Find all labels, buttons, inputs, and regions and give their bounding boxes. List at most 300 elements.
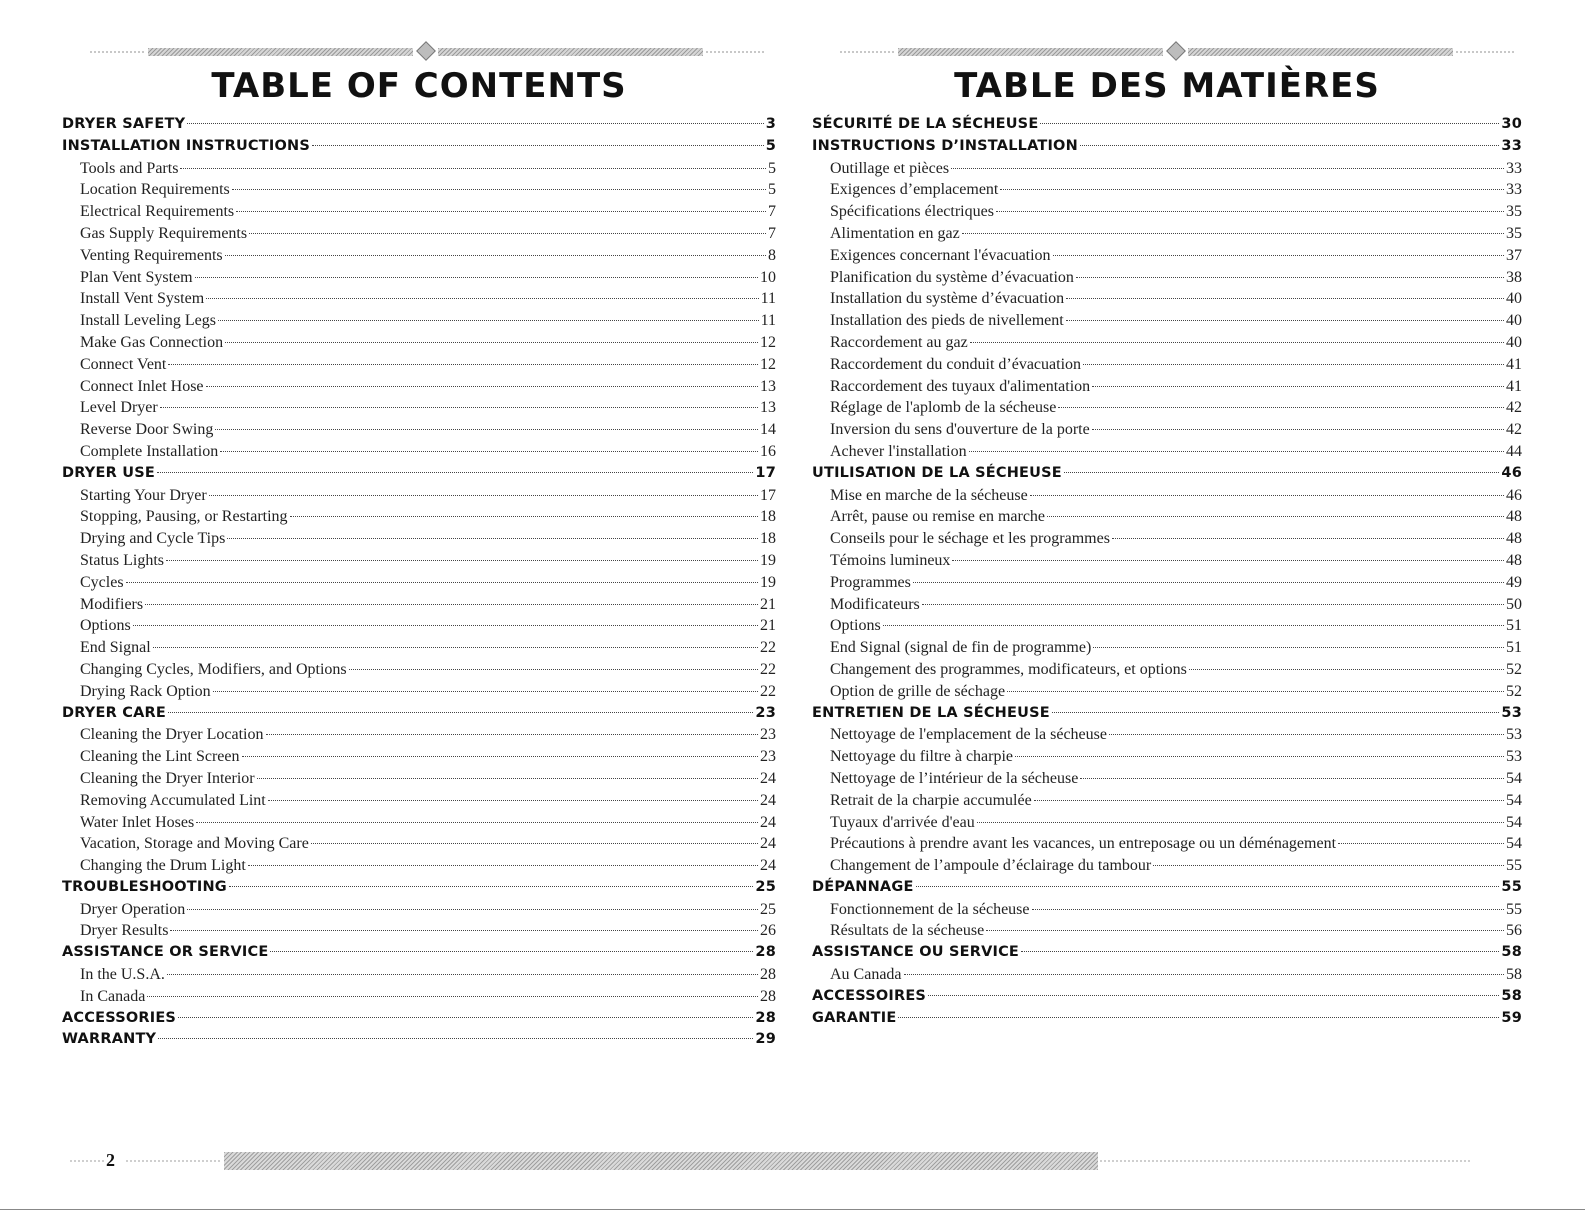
toc-subsection-entry [62, 833, 776, 855]
bottom-rule [0, 1209, 1585, 1210]
entry-label: Option de grille de séchage [830, 682, 1006, 700]
entry-label: Alimentation en gaz [830, 224, 960, 242]
entry-page-number: 40 [1506, 333, 1522, 351]
toc-subsection-entry [812, 267, 1522, 289]
toc-section-entry [62, 703, 776, 725]
entry-page-number: 23 [760, 726, 776, 744]
entry-page-number: 26 [760, 922, 776, 940]
entry-page-number: 58 [1506, 966, 1522, 984]
entry-page-number: 50 [1506, 595, 1522, 613]
entry-page-number: 23 [760, 748, 776, 766]
entry-page-number: 40 [1506, 290, 1522, 308]
entry-label: Tools and Parts [80, 159, 179, 177]
dot-leader [133, 625, 758, 626]
dot-leader [1064, 472, 1500, 473]
toc-subsection-entry [812, 812, 1522, 834]
dot-leader [187, 909, 758, 910]
entry-page-number: 54 [1506, 791, 1522, 809]
entry-label: WARRANTY [62, 1031, 157, 1048]
entry-label: Removing Accumulated Lint [80, 791, 266, 809]
entry-page-number: 28 [760, 987, 776, 1005]
toc-section-entry [62, 463, 776, 485]
dot-leader [1080, 778, 1504, 779]
entry-label: Programmes [830, 573, 911, 591]
entry-label: Starting Your Dryer [80, 486, 207, 504]
entry-label: Inversion du sens d'ouverture de la porte [830, 421, 1090, 439]
entry-label: Make Gas Connection [80, 333, 224, 351]
entry-label: DÉPANNAGE [812, 878, 914, 895]
toc-subsection-entry [62, 964, 776, 986]
toc-section-entry [62, 942, 776, 964]
entry-page-number: 59 [1501, 1009, 1522, 1026]
entry-page-number: 35 [1506, 203, 1522, 221]
toc-subsection-entry [812, 964, 1522, 986]
entry-label: Vacation, Storage and Moving Care [80, 835, 309, 853]
entry-page-number: 21 [760, 595, 776, 613]
dot-leader [1032, 909, 1505, 910]
dot-leader [229, 886, 753, 887]
dot-leader [951, 168, 1504, 169]
entry-label: Plan Vent System [80, 268, 193, 286]
dot-leader [1058, 407, 1504, 408]
toc-subsection-entry [62, 441, 776, 463]
toc-subsection-entry [62, 920, 776, 942]
entry-page-number: 37 [1506, 246, 1522, 264]
dot-leader [1338, 843, 1504, 844]
toc-subsection-entry [62, 528, 776, 550]
dot-leader [145, 604, 758, 605]
dot-leader [970, 342, 1504, 343]
dot-leader [1030, 495, 1504, 496]
dot-leader [157, 472, 753, 473]
entry-page-number: 24 [760, 857, 776, 875]
toc-section-entry [62, 1008, 776, 1030]
dot-leader [1034, 800, 1504, 801]
entry-label: Status Lights [80, 551, 165, 569]
dot-leader [1052, 712, 1500, 713]
entry-label: Modifiers [80, 595, 144, 613]
entry-page-number: 54 [1506, 813, 1522, 831]
entry-page-number: 42 [1506, 399, 1522, 417]
dot-leader [1109, 734, 1504, 735]
entry-page-number: 22 [760, 682, 776, 700]
toc-subsection-entry [812, 332, 1522, 354]
dot-leader [1047, 516, 1504, 517]
entry-label: DRYER CARE [62, 704, 166, 721]
entry-label: Changement des programmes, modificateurs, et options [830, 660, 1187, 678]
entry-page-number: 53 [1506, 726, 1522, 744]
page-number: 2 [106, 1150, 115, 1170]
entry-label: Cleaning the Lint Screen [80, 748, 240, 766]
entry-page-number: 28 [760, 966, 776, 984]
entry-page-number: 16 [760, 442, 776, 460]
dot-leader [1092, 429, 1504, 430]
dot-leader [242, 756, 758, 757]
dot-leader [170, 930, 758, 931]
entry-page-number: 17 [760, 486, 776, 504]
entry-label: Nettoyage de l’intérieur de la sécheuse [830, 769, 1079, 787]
dot-leader [1007, 691, 1504, 692]
entry-page-number: 14 [760, 421, 776, 439]
entry-page-number: 33 [1506, 159, 1522, 177]
entry-page-number: 53 [1501, 704, 1522, 721]
entry-page-number: 29 [755, 1031, 776, 1048]
dot-leader [952, 560, 1504, 561]
entry-label: Tuyaux d'arrivée d'eau [830, 813, 975, 831]
entry-page-number: 25 [760, 900, 776, 918]
entry-page-number: 40 [1506, 312, 1522, 330]
entry-label: Témoins lumineux [830, 551, 951, 569]
entry-label: DRYER SAFETY [62, 116, 186, 132]
dot-leader [166, 560, 758, 561]
toc-subsection-entry [62, 746, 776, 768]
toc-subsection-entry [62, 855, 776, 877]
entry-label: Level Dryer [80, 399, 158, 417]
entry-label: ACCESSOIRES [812, 987, 927, 1004]
entry-label: In the U.S.A. [80, 966, 165, 984]
dot-leader [977, 822, 1504, 823]
toc-subsection-entry [812, 528, 1522, 550]
entry-page-number: 55 [1506, 900, 1522, 918]
dot-leader [1112, 538, 1504, 539]
dot-leader [312, 145, 764, 146]
entry-page-number: 52 [1506, 660, 1522, 678]
entry-page-number: 8 [768, 246, 776, 264]
entry-page-number: 21 [760, 617, 776, 635]
toc-section-entry [62, 136, 776, 158]
dot-leader [290, 516, 758, 517]
entry-label: Arrêt, pause ou remise en marche [830, 508, 1046, 526]
entry-page-number: 13 [760, 399, 776, 417]
entry-page-number: 5 [768, 159, 776, 177]
dot-leader [209, 495, 758, 496]
entry-label: TROUBLESHOOTING [62, 878, 227, 895]
entry-label: Raccordement au gaz [830, 333, 968, 351]
dot-leader [1053, 255, 1504, 256]
dot-leader [268, 800, 758, 801]
entry-page-number: 28 [755, 944, 776, 961]
entry-label: Drying Rack Option [80, 682, 211, 700]
toc-subsection-entry [62, 397, 776, 419]
entry-label: Cleaning the Dryer Interior [80, 769, 255, 787]
entry-label: End Signal (signal de fin de programme) [830, 639, 1092, 657]
toc-subsection-entry [62, 158, 776, 180]
dot-leader [232, 189, 766, 190]
toc-subsection-entry [812, 288, 1522, 310]
entry-page-number: 42 [1506, 421, 1522, 439]
toc-subsection-entry [812, 681, 1522, 703]
dot-leader [1000, 189, 1504, 190]
footer-ornament-fade-right [1100, 1160, 1470, 1162]
entry-page-number: 46 [1501, 464, 1522, 481]
entry-label: Water Inlet Hoses [80, 813, 195, 831]
entry-page-number: 19 [760, 573, 776, 591]
entry-label: End Signal [80, 639, 151, 657]
toc-subsection-entry [812, 768, 1522, 790]
entry-page-number: 7 [768, 203, 776, 221]
entry-page-number: 24 [760, 835, 776, 853]
dot-leader [236, 211, 766, 212]
toc-subsection-entry [62, 768, 776, 790]
toc-section-entry [62, 114, 776, 136]
dot-leader [1189, 669, 1504, 670]
toc-section-entry [812, 114, 1522, 136]
dot-leader [898, 1017, 1499, 1018]
toc-subsection-entry [62, 594, 776, 616]
entry-label: Nettoyage de l'emplacement de la sécheuse [830, 726, 1107, 744]
dot-leader [969, 451, 1504, 452]
dot-leader [928, 995, 1499, 996]
entry-label: INSTALLATION INSTRUCTIONS [62, 137, 310, 154]
toc-subsection-entry [62, 267, 776, 289]
entry-page-number: 33 [1506, 181, 1522, 199]
dot-leader [1083, 364, 1504, 365]
toc-subsection-entry [812, 354, 1522, 376]
toc-subsection-entry [62, 354, 776, 376]
footer-ornament-fade-mid [126, 1160, 222, 1162]
entry-page-number: 35 [1506, 224, 1522, 242]
entry-page-number: 33 [1501, 137, 1522, 154]
dot-leader [311, 843, 758, 844]
entry-label: Planification du système d’évacuation [830, 268, 1074, 286]
dot-leader [249, 233, 766, 234]
footer-ornament-fade-left [70, 1160, 104, 1162]
entry-label: Reverse Door Swing [80, 421, 214, 439]
entry-page-number: 22 [760, 639, 776, 657]
entry-page-number: 51 [1506, 639, 1522, 657]
dot-leader [225, 255, 766, 256]
entry-label: Modificateurs [830, 595, 920, 613]
entry-label: Résultats de la sécheuse [830, 922, 985, 940]
dot-leader [270, 951, 753, 952]
entry-label: Retrait de la charpie accumulée [830, 791, 1032, 809]
toc-subsection-entry [812, 833, 1522, 855]
entry-page-number: 48 [1506, 530, 1522, 548]
toc-section-entry [812, 1008, 1522, 1030]
toc-subsection-entry [62, 223, 776, 245]
entry-label: UTILISATION DE LA SÉCHEUSE [812, 464, 1062, 481]
entry-page-number: 24 [760, 791, 776, 809]
entry-label: Options [830, 617, 881, 635]
entry-label: Complete Installation [80, 442, 219, 460]
toc-subsection-entry [62, 637, 776, 659]
dot-leader [225, 342, 758, 343]
toc-subsection-entry [812, 223, 1522, 245]
entry-label: ASSISTANCE OR SERVICE [62, 944, 269, 961]
toc-subsection-entry [62, 310, 776, 332]
dot-leader [266, 734, 759, 735]
toc-subsection-entry [62, 724, 776, 746]
entry-label: Mise en marche de la sécheuse [830, 486, 1028, 504]
header-ornament-left [90, 44, 770, 60]
entry-label: Au Canada [830, 966, 902, 984]
dot-leader [153, 647, 758, 648]
toc-section-entry [62, 877, 776, 899]
dot-leader [218, 320, 759, 321]
dot-leader [962, 233, 1504, 234]
entry-page-number: 12 [760, 333, 776, 351]
toc-subsection-entry [812, 441, 1522, 463]
entry-label: Dryer Results [80, 922, 169, 940]
entry-page-number: 22 [760, 660, 776, 678]
header-ornament-right [840, 44, 1520, 60]
dot-leader [196, 822, 758, 823]
entry-label: In Canada [80, 987, 146, 1005]
toc-subsection-entry [812, 397, 1522, 419]
entry-label: Raccordement du conduit d’évacuation [830, 355, 1082, 373]
dot-leader [227, 538, 758, 539]
entry-page-number: 10 [760, 268, 776, 286]
entry-page-number: 24 [760, 769, 776, 787]
dot-leader [195, 277, 758, 278]
entry-label: Venting Requirements [80, 246, 223, 264]
toc-subsection-entry [62, 790, 776, 812]
entry-page-number: 41 [1506, 377, 1522, 395]
entry-label: Install Leveling Legs [80, 312, 216, 330]
entry-page-number: 54 [1506, 835, 1522, 853]
entry-label: GARANTIE [812, 1009, 897, 1026]
dot-leader [215, 429, 758, 430]
entry-label: SÉCURITÉ DE LA SÉCHEUSE [812, 116, 1039, 132]
dot-leader [916, 886, 1500, 887]
entry-page-number: 7 [768, 224, 776, 242]
entry-page-number: 13 [760, 377, 776, 395]
toc-subsection-entry [62, 201, 776, 223]
toc-subsection-entry [812, 724, 1522, 746]
toc-list-french [812, 114, 1522, 1029]
toc-subsection-entry [812, 550, 1522, 572]
entry-page-number: 24 [760, 813, 776, 831]
entry-page-number: 38 [1506, 268, 1522, 286]
entry-label: ACCESSORIES [62, 1009, 177, 1026]
dot-leader [167, 974, 758, 975]
toc-subsection-entry [62, 986, 776, 1008]
entry-page-number: 11 [760, 290, 776, 308]
entry-label: Exigences d’emplacement [830, 181, 999, 199]
entry-page-number: 58 [1501, 944, 1522, 961]
dot-leader [1015, 756, 1504, 757]
entry-label: Cycles [80, 573, 124, 591]
dot-leader [986, 930, 1504, 931]
entry-label: ENTRETIEN DE LA SÉCHEUSE [812, 704, 1050, 721]
entry-label: Exigences concernant l'évacuation [830, 246, 1051, 264]
entry-label: Changing Cycles, Modifiers, and Options [80, 660, 347, 678]
toc-subsection-entry [812, 201, 1522, 223]
dot-leader [1080, 145, 1499, 146]
entry-label: Fonctionnement de la sécheuse [830, 900, 1030, 918]
dot-leader [178, 1017, 753, 1018]
entry-label: Raccordement des tuyaux d'alimentation [830, 377, 1091, 395]
dot-leader [168, 364, 758, 365]
dot-leader [1093, 647, 1504, 648]
toc-subsection-entry [812, 376, 1522, 398]
dot-leader [126, 582, 758, 583]
entry-page-number: 23 [755, 704, 776, 721]
entry-label: Electrical Requirements [80, 203, 235, 221]
toc-section-entry [812, 942, 1522, 964]
toc-subsection-entry [62, 681, 776, 703]
entry-page-number: 28 [755, 1009, 776, 1026]
toc-title-english: TABLE OF CONTENTS [211, 66, 627, 106]
dot-leader [1066, 298, 1504, 299]
dot-leader [160, 407, 758, 408]
toc-subsection-entry [62, 332, 776, 354]
dot-leader [1040, 123, 1499, 124]
dot-leader [904, 974, 1504, 975]
entry-label: Drying and Cycle Tips [80, 530, 226, 548]
entry-page-number: 48 [1506, 508, 1522, 526]
dot-leader [180, 168, 766, 169]
entry-label: Location Requirements [80, 181, 230, 199]
dot-leader [1021, 951, 1499, 952]
entry-page-number: 41 [1506, 355, 1522, 373]
toc-subsection-entry [62, 899, 776, 921]
entry-label: Install Vent System [80, 290, 205, 308]
entry-label: Nettoyage du filtre à charpie [830, 748, 1014, 766]
toc-subsection-entry [62, 419, 776, 441]
entry-label: Dryer Operation [80, 900, 186, 918]
entry-label: Spécifications électriques [830, 203, 994, 221]
toc-subsection-entry [62, 179, 776, 201]
toc-subsection-entry [812, 310, 1522, 332]
entry-page-number: 48 [1506, 551, 1522, 569]
entry-label: DRYER USE [62, 464, 155, 481]
toc-subsection-entry [812, 637, 1522, 659]
toc-subsection-entry [62, 615, 776, 637]
entry-page-number: 58 [1501, 987, 1522, 1004]
toc-subsection-entry [812, 615, 1522, 637]
toc-subsection-entry [62, 659, 776, 681]
entry-page-number: 56 [1506, 922, 1522, 940]
toc-section-entry [812, 463, 1522, 485]
entry-page-number: 53 [1506, 748, 1522, 766]
entry-page-number: 12 [760, 355, 776, 373]
entry-label: Changement de l’ampoule d’éclairage du tambour [830, 857, 1152, 875]
toc-subsection-entry [62, 288, 776, 310]
entry-label: Outillage et pièces [830, 159, 950, 177]
entry-page-number: 55 [1501, 878, 1522, 895]
toc-section-entry [812, 136, 1522, 158]
dot-leader [147, 996, 758, 997]
toc-subsection-entry [812, 572, 1522, 594]
dot-leader [187, 123, 763, 124]
toc-subsection-entry [812, 920, 1522, 942]
dot-leader [1076, 277, 1504, 278]
toc-subsection-entry [62, 376, 776, 398]
dot-leader [913, 582, 1504, 583]
entry-label: Précautions à prendre avant les vacances, un entreposage ou un déménagement [830, 835, 1337, 853]
entry-label: ASSISTANCE OU SERVICE [812, 944, 1020, 961]
toc-subsection-entry [812, 659, 1522, 681]
dot-leader [248, 865, 758, 866]
entry-page-number: 44 [1506, 442, 1522, 460]
toc-subsection-entry [812, 855, 1522, 877]
entry-label: Achever l'installation [830, 442, 967, 460]
entry-label: Stopping, Pausing, or Restarting [80, 508, 288, 526]
dot-leader [206, 298, 758, 299]
toc-subsection-entry [812, 485, 1522, 507]
toc-subsection-entry [62, 485, 776, 507]
entry-page-number: 46 [1506, 486, 1522, 504]
entry-label: INSTRUCTIONS D’INSTALLATION [812, 137, 1078, 154]
dot-leader [922, 604, 1504, 605]
toc-subsection-entry [812, 899, 1522, 921]
dot-leader [883, 625, 1504, 626]
toc-subsection-entry [812, 594, 1522, 616]
entry-label: Installation du système d’évacuation [830, 290, 1065, 308]
toc-section-entry [812, 986, 1522, 1008]
entry-label: Changing the Drum Light [80, 857, 246, 875]
